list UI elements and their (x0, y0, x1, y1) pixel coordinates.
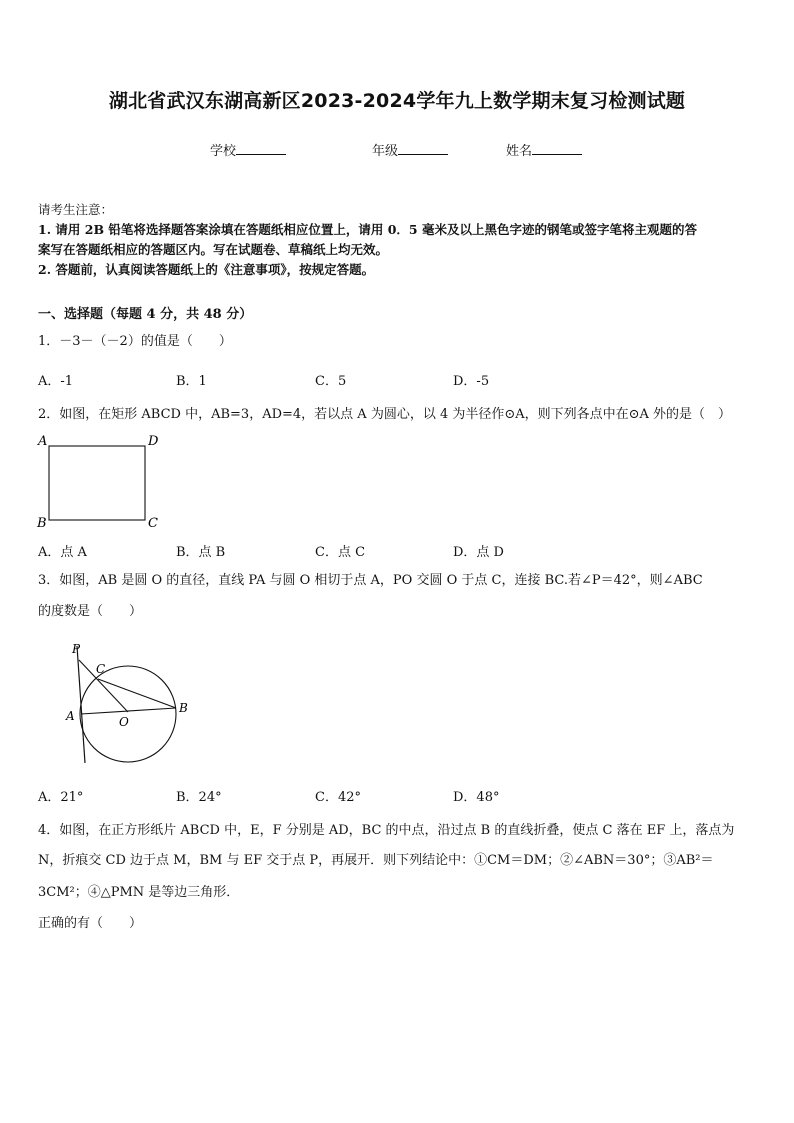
note-2: 2. 答题前，认真阅读答题纸上的《注意事项》，按规定答题。 (38, 262, 375, 277)
school-field (210, 140, 286, 159)
label-b: B (179, 701, 188, 715)
q3-circle-figure (60, 638, 200, 768)
q3-option-c[interactable]: C．42° (315, 790, 361, 805)
q2-option-c[interactable]: C．点 C (315, 545, 366, 560)
q2-stem: 2．如图，在矩形 ABCD 中，AB=3，AD=4，若以点 A 为圆心，以 4 为半径作⊙A，则下列各点中在⊙A 外的是（ ） (38, 407, 732, 422)
label-o: O (119, 715, 129, 729)
exam-notes (38, 200, 768, 280)
circle-o (80, 666, 176, 762)
q2-option-d[interactable]: D．点 D (453, 545, 504, 560)
tangent-line-pa (77, 646, 85, 763)
label-b: B (37, 516, 47, 531)
grade-blank (398, 142, 448, 155)
q3-stem-line1: 3．如图，AB 是圆 O 的直径，直线 PA 与圆 O 相切于点 A，PO 交圆 O 于点 C，连接 BC.若∠P＝42°，则∠ABC (38, 573, 703, 588)
notes-heading: 请考生注意： (38, 202, 114, 217)
q2-option-b[interactable]: B．点 B (176, 545, 226, 560)
label-a: A (66, 709, 75, 723)
q4-stem-line2: N，折痕交 CD 边于点 M，BM 与 EF 交于点 P，再展开．则下列结论中：①CM＝DM；②∠ABN＝30°；③AB²＝ (38, 853, 714, 868)
q4-stem-line1: 4．如图，在正方形纸片 ABCD 中，E，F 分别是 AD，BC 的中点，沿过点 B 的直线折叠，使点 C 落在 EF 上，落点为 (38, 823, 735, 838)
label-p: P (72, 642, 81, 656)
diameter-ab (81, 708, 176, 714)
note-1b: 案写在答题纸相应的答题区内。写在试题卷、草稿纸上均无效。 (38, 242, 389, 257)
grade-field (372, 140, 448, 159)
school-label: 学校 (210, 144, 237, 159)
note-1a: 1. 请用 2B 铅笔将选择题答案涂填在答题纸相应位置上，请用 0．5 毫米及以上黑色字迹的钢笔或签字笔将主观题的答 (38, 222, 697, 237)
label-a: A (38, 434, 48, 449)
q1-option-d[interactable]: D．-5 (453, 374, 490, 389)
q1-option-c[interactable]: C．5 (315, 374, 347, 389)
rectangle-abcd (49, 446, 145, 520)
q1-stem: 1．－3－（－2）的值是（ ） (38, 334, 232, 349)
label-d: D (148, 434, 159, 449)
q3-stem-line2: 的度数是（ ） (38, 604, 143, 619)
q3-option-a[interactable]: A．21° (38, 790, 84, 805)
q2-option-a[interactable]: A．点 A (38, 545, 87, 560)
q2-rectangle-figure (30, 428, 170, 532)
name-blank (532, 142, 582, 155)
q3-option-b[interactable]: B．24° (176, 790, 222, 805)
q4-stem-line3: 3CM²；④△PMN 是等边三角形． (38, 885, 240, 900)
label-c: C (96, 662, 106, 676)
q1-option-b[interactable]: B．1 (176, 374, 207, 389)
label-c: C (148, 516, 158, 531)
grade-label: 年级 (372, 144, 399, 159)
page-title: 湖北省武汉东湖高新区2023-2024学年九上数学期末复习检测试题 (108, 90, 686, 112)
q4-answer-prompt: 正确的有（ ） (38, 916, 143, 931)
section-heading: 一、选择题（每题 4 分，共 48 分） (38, 307, 253, 322)
q3-option-d[interactable]: D．48° (453, 790, 500, 805)
name-label: 姓名 (506, 144, 533, 159)
q1-option-a[interactable]: A．-1 (38, 374, 74, 389)
name-field (506, 140, 582, 159)
school-blank (236, 142, 286, 155)
